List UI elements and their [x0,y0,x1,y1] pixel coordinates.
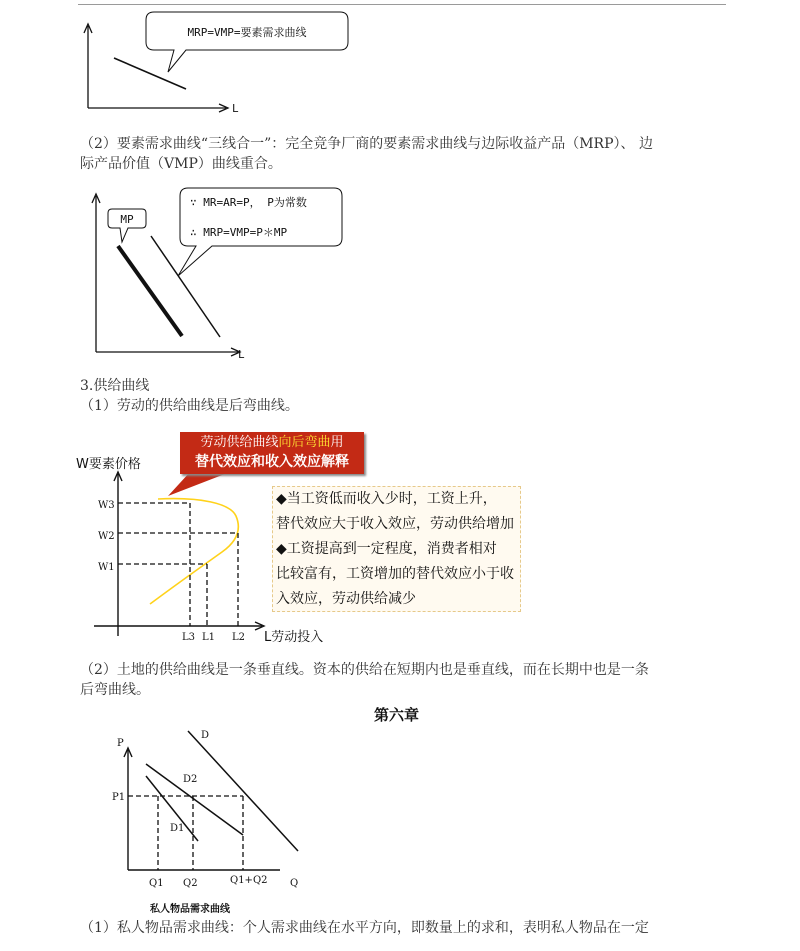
paragraph-private-goods [80,918,730,938]
info-line-3: ◆工资提高到一定程度，消费者相对 [276,541,497,557]
banner-text-line2: 替代效应和收入效应解释 [195,454,349,470]
figure4-tick-q2: Q2 [183,878,198,889]
figure3-tick-l1: L1 [202,632,216,643]
info-line-1: ◆当工资低而收入少时，工资上升， [276,491,497,507]
figure2-x-label: L [238,348,245,361]
figure2-mp-curve [118,246,182,336]
figure2-mrp-vmp-curve [151,236,220,337]
paragraph-land-line2: 后弯曲线。 [80,682,150,698]
figure4-tick-q1q2: Q1+Q2 [230,875,268,886]
figure2-callout-line2: ∴ MRP=VMP=P＊MP [190,226,288,239]
figure3-y-label: W要素价格 [76,457,141,472]
paragraph-land-supply [80,660,730,700]
section3-item1: （1）劳动的供给曲线是后弯曲线。 [80,398,299,414]
figure3-supply-curve [150,499,238,604]
paragraph-three-lines-line1: （2）要素需求曲线“三线合一”：完全竞争厂商的要素需求曲线与边际收益产品（MRP）、 边 [80,136,653,152]
figure3-x-label: L劳动投入 [264,630,324,645]
figure4-label-d2: D2 [183,774,198,785]
paragraph-land-line1: （2）土地的供给曲线是一条垂直线。资本的供给在短期内也是垂直线，而在长期中也是一条 [80,662,649,678]
figure3-banner [180,432,364,474]
section3-heading: 3.供给曲线 [80,378,150,394]
figure3-tick-l2: L2 [232,632,246,643]
figure4-price-label: P1 [112,792,126,803]
figure1-callout-bubble [146,12,348,72]
figure4-axes [124,748,280,870]
figure3-tick-w3: W3 [98,500,115,511]
paragraph-three-lines [80,134,730,174]
figure1-callout-text: MRP=VMP=要素需求曲线 [187,26,307,39]
figure2-callout-line1: ∵ MR=AR=P， P为常数 [190,196,307,209]
paragraph-private-line1: （1）私人物品需求曲线：个人需求曲线在水平方向，即数量上的求和，表明私人物品在一定 [80,920,649,936]
figure3-banner-pointer [168,472,230,496]
figure4-tick-q1: Q1 [149,878,164,889]
figure1-x-label: L [232,102,239,115]
figure3-tick-l3: L3 [182,632,196,643]
paragraph-three-lines-line2: 际产品价值（VMP）曲线重合。 [80,156,282,172]
chapter6-title: 第六章 [374,706,420,724]
figure3-guide-lines [118,503,238,626]
info-line-2: 替代效应大于收入效应，劳动供给增加 [276,516,514,532]
figure2-mp-label: MP [120,213,134,226]
banner-text-part1: 劳动供给曲线 [200,435,279,450]
figure3-info-box [272,486,521,612]
info-line-4: 比较富有，工资增加的替代效应小于收 [276,566,514,582]
figure4-caption: 私人物品需求曲线 [150,904,230,915]
figure4-label-d1: D1 [170,823,185,834]
figure3-tick-w2: W2 [98,531,115,542]
figure4-y-label: P [117,738,124,749]
figure3-tick-w1: W1 [98,562,115,573]
figure4-label-d: D [201,730,210,741]
banner-text-highlight: 向后弯曲 [278,435,331,450]
info-line-5: 入效应，劳动供给减少 [276,591,416,607]
banner-text-part3: 用 [330,435,344,450]
figure4-x-label: Q [290,878,299,889]
figure4-guide-lines [128,796,243,870]
